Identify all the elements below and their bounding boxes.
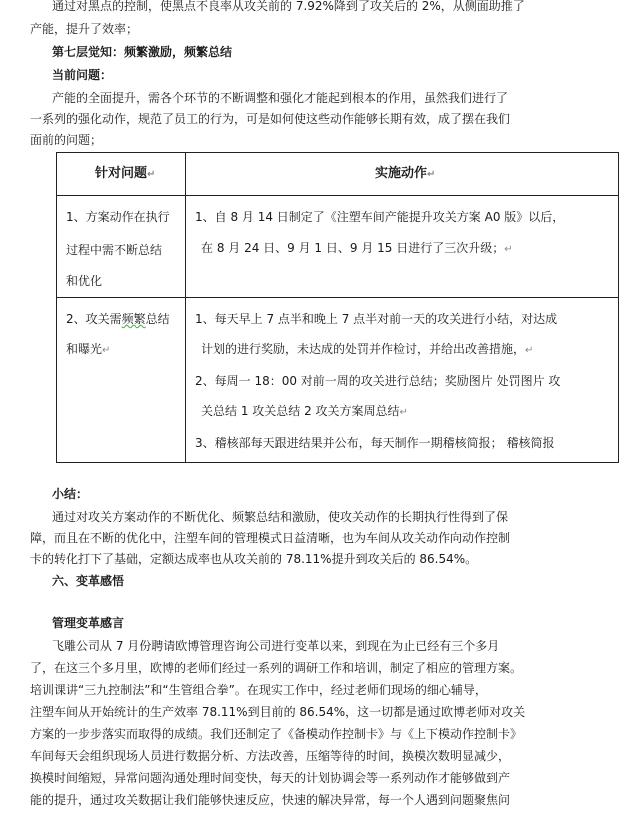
header-problem: 针对问题↵ [95,166,156,181]
reflection-para-line: 方案的一步步落实而取得的成绩。我们还制定了《备模动作控制卡》与《上下模动作控制卡》 [30,727,523,741]
table-row-divider [57,195,618,196]
reflection-para-line: 车间每天会组织现场人员进行数据分析、方法改善，压缩等待的时间，换模次数明显减少， [30,749,511,763]
reflection-para-line: 培训课讲“三九控制法”和“生管组合拳”。在现实工作中，经过老师们现场的细心辅导， [30,683,487,697]
reflection-para-line: 飞雕公司从 7 月份聘请欧博管理咨询公司进行变革以来，到现在为止已经有三个多月 [52,639,500,653]
intro-line-1: 通过对黑点的控制，使黑点不良率从攻关前的 7.92%降到了攻关后的 2%，从侧面助推了 [52,0,525,13]
row2-action-line: 计划的进行奖励，未达成的处罚并作检讨，并给出改善措施，↵ [201,342,534,356]
row1-problem-line: 和优化 [66,274,103,288]
row1-problem-line: 1、方案动作在执行 [66,210,170,224]
row2-action-line: 2、每周一 18：00 对前一周的攻关进行总结；奖励图片 处罚图片 攻 [195,374,561,388]
section6-heading: 六、变革感悟 [52,574,125,588]
reflection-para-line: 换模时间缩短，异常问题沟通处理时间变快，每天的计划协调会等一系列动作才能够做到产 [30,771,511,785]
issue-para-line: 一系列的强化动作，规范了员工的行为，可是如何使这些动作能够长期有效，成了摆在我们 [30,112,511,126]
row1-problem-line: 过程中需不断总结 [66,243,163,257]
action-table [56,152,619,463]
row2-action-line: 关总结 1 攻关总结 2 攻关方案周总结↵ [201,404,408,418]
row2-problem-line: 2、攻关需频繁总结 [66,312,170,326]
level7-heading: 第七层觉知：频繁激励，频繁总结 [52,45,233,59]
current-issue-label: 当前问题： [52,68,113,82]
issue-para-line: 产能的全面提升，需各个环节的不断调整和强化才能起到根本的作用，虽然我们进行了 [52,91,509,105]
summary-para-line: 卡的转化打下了基础，定额达成率也从攻关前的 78.11%提升到攻关后的 86.54%。 [30,552,478,566]
row1-action-line: 在 8 月 24 日、9 月 1 日、9 月 15 日进行了三次升级；↵ [201,241,513,255]
summary-label: 小结： [52,487,89,501]
header-action: 实施动作↵ [375,166,436,181]
intro-line-2: 产能，提升了效率； [30,22,139,36]
row2-problem-line: 和曝光↵ [66,342,111,356]
table-column-divider [185,153,186,462]
reflection-para-line: 能的提升，通过攻关数据让我们能够快速反应，快速的解决异常，每一个人遇到问题聚焦问 [30,793,511,807]
row2-action-line: 1、每天早上 7 点半和晚上 7 点半对前一天的攻关进行小结，对达成 [195,312,558,326]
reflection-para-line: 了，在这三个多月里，欧博的老师们经过一系列的调研工作和培训，制定了相应的管理方案。 [30,661,523,675]
reflection-heading: 管理变革感言 [52,616,125,630]
row2-action-line: 3、稽核部每天跟进结果并公布，每天制作一期稽核简报； 稽核简报 [195,436,555,450]
summary-para-line: 通过对攻关方案动作的不断优化、频繁总结和激励，使攻关动作的长期执行性得到了保 [52,510,509,524]
summary-para-line: 障，而且在不断的优化中，注塑车间的管理模式日益清晰，也为车间从攻关动作向动作控制 [30,531,511,545]
reflection-para-line: 注塑车间从开始统计的生产效率 78.11%到目前的 86.54%，这一切都是通过欧博老师对攻关 [30,705,526,719]
issue-para-line: 面前的问题； [30,133,103,147]
row1-action-line: 1、自 8 月 14 日制定了《注塑车间产能提升攻关方案 A0 版》以后， [195,210,565,224]
table-row-divider [57,297,618,298]
